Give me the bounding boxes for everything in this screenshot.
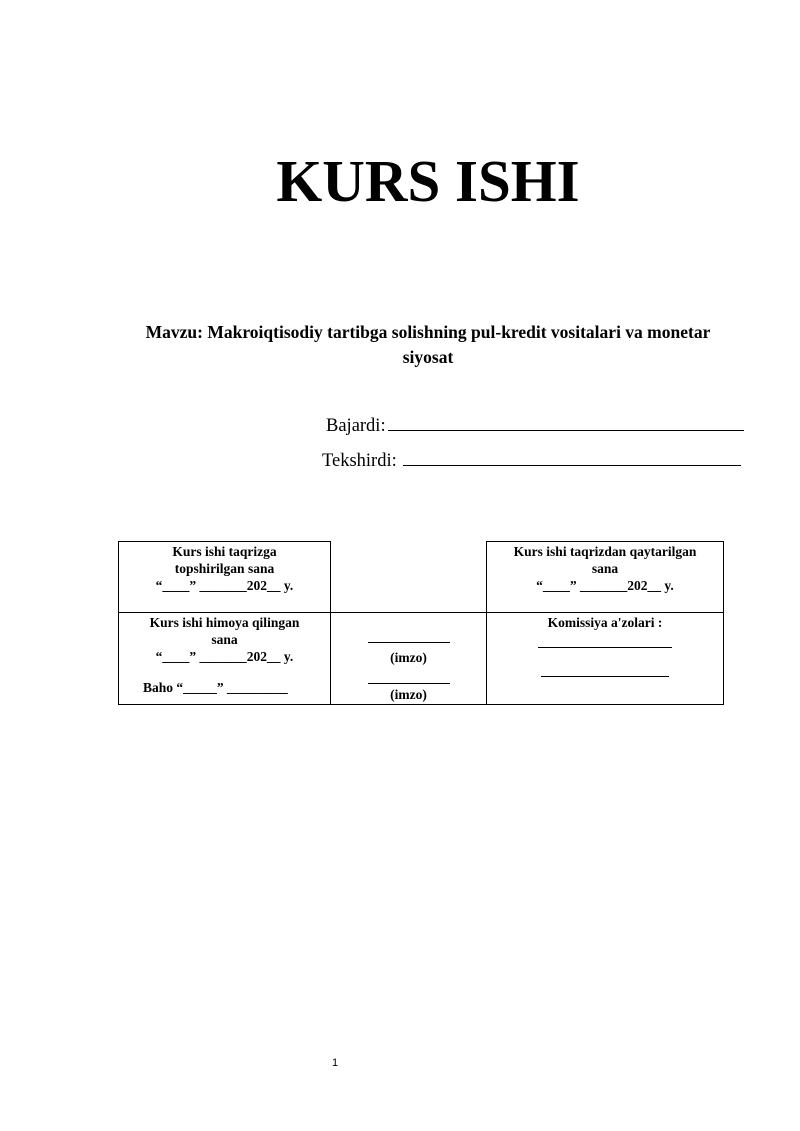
returned-cell (487, 542, 724, 613)
defended-label-1: Kurs ishi himoya qilingan (149, 615, 300, 630)
checked-by-label: Tekshirdi: (322, 451, 397, 471)
performed-by-label: Bajardi: (326, 416, 386, 436)
submitted-label-1: Kurs ishi taqrizga (172, 544, 277, 559)
signature-blank-2 (368, 675, 450, 684)
page-number: 1 (331, 1057, 339, 1069)
topic-line-1: Mavzu: Makroiqtisodiy tartibga solishning pul-kredit vositalari va monetar (145, 322, 711, 342)
commission-blank-1 (538, 639, 672, 648)
commission-blank-2 (541, 668, 669, 677)
signature-label-1: (imzo) (390, 650, 427, 665)
defended-cell (119, 613, 331, 705)
returned-label-1: Kurs ishi taqrizdan qaytarilgan (513, 544, 697, 559)
empty-cell (331, 542, 487, 613)
signature-cell (331, 613, 487, 705)
submitted-cell (119, 542, 331, 613)
submitted-date: “____” _______202__ y. (155, 578, 294, 593)
table-row (119, 542, 724, 613)
commission-cell (487, 613, 724, 705)
performed-by-blank (388, 413, 744, 431)
checked-by-blank (403, 448, 741, 466)
commission-label: Komissiya a'zolari : (547, 615, 663, 630)
performed-by-line (326, 413, 744, 438)
grade-line: Baho “_____” _________ (143, 680, 288, 695)
document-title: KURS ISHI (276, 148, 580, 214)
defended-date: “____” _______202__ y. (155, 649, 294, 664)
topic-heading (110, 320, 746, 370)
table-row (119, 613, 724, 705)
signature-label-2: (imzo) (390, 687, 427, 702)
review-table (118, 541, 724, 705)
defended-label-2: sana (211, 632, 238, 647)
checked-by-line (322, 448, 741, 473)
signature-blank-1 (368, 634, 450, 643)
returned-date: “____” _______202__ y. (536, 578, 674, 593)
submitted-label-2: topshirilgan sana (174, 561, 275, 576)
topic-line-2: siyosat (402, 347, 454, 367)
returned-label-2: sana (591, 561, 619, 576)
